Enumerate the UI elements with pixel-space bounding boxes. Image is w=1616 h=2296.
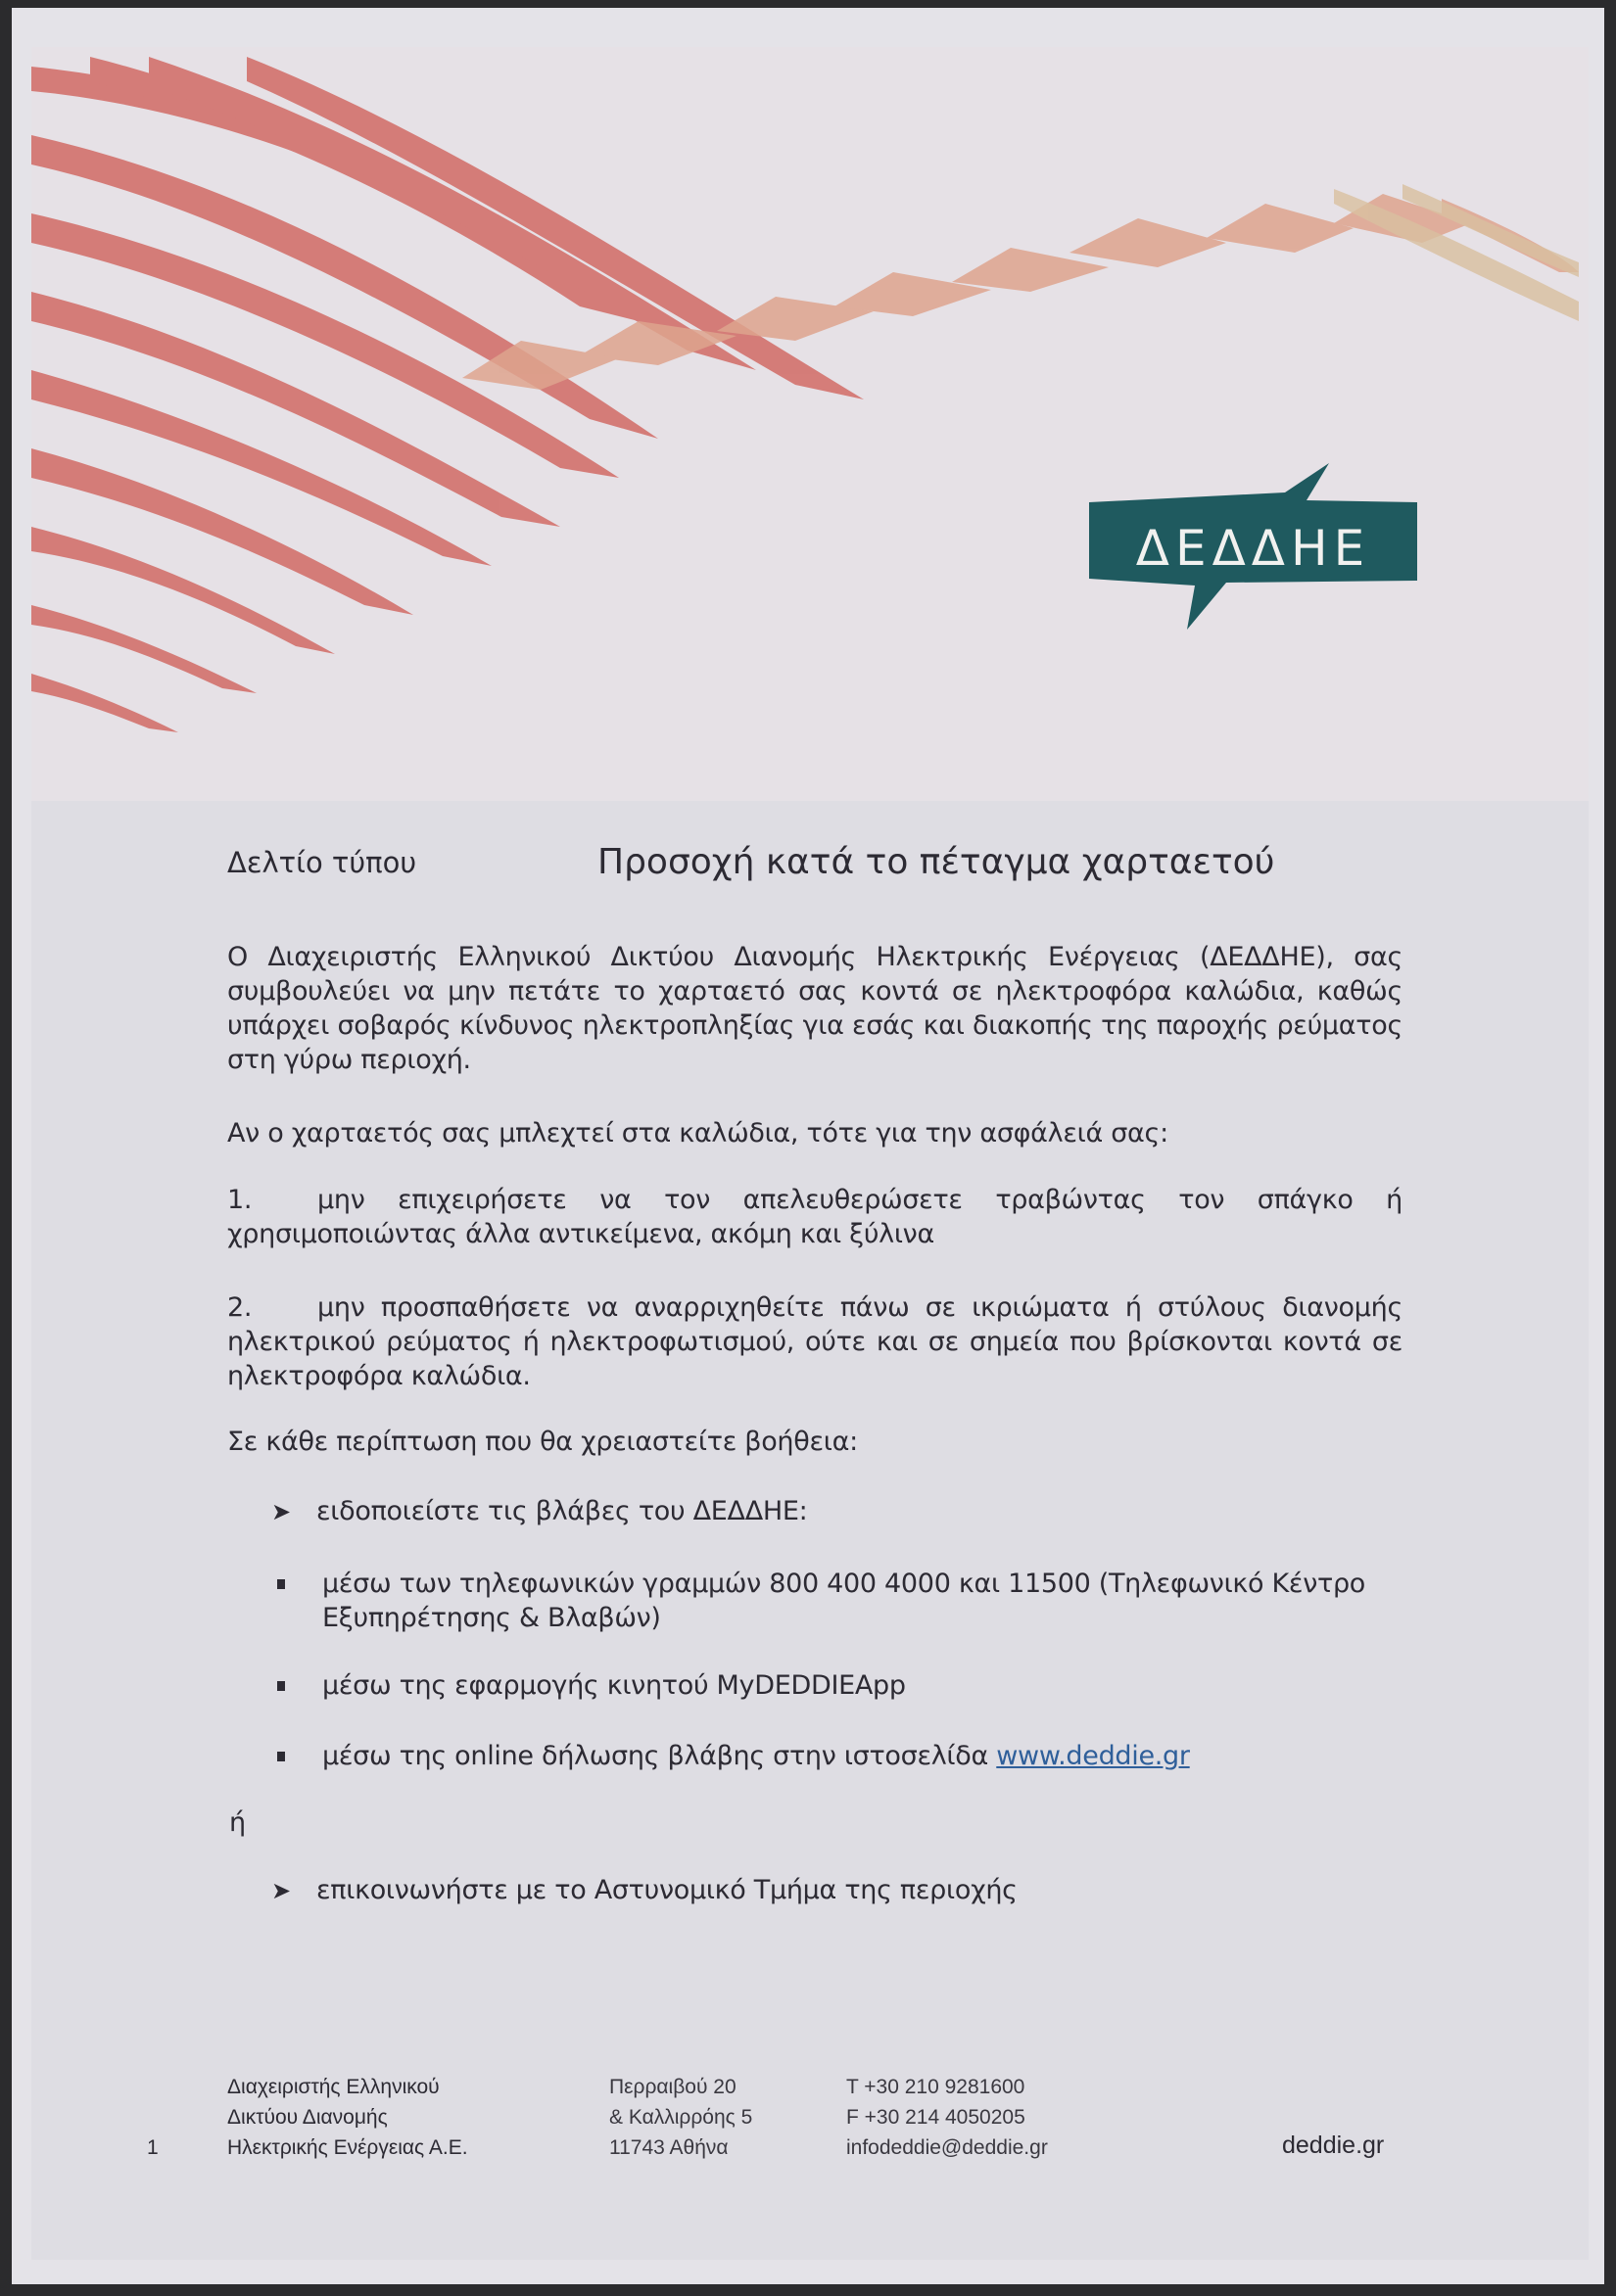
numbered-item-2 xyxy=(227,1290,1402,1393)
square-bullet-icon xyxy=(277,1752,285,1761)
intro-paragraph: Ο Διαχειριστής Ελληνικού Δικτύου Διανομής Ηλεκτρικής Ενέργειας (ΔΕΔΔΗΕ), σας συμβουλεύει να μην πετάτε το χαρταετό σας κοντά σε ηλεκτροφόρα καλώδια, καθώς υπάρχει σοβαρός κίνδυνος ηλεκτροπληξίας για εσάς και διακοπής της παροχής ρεύματος στη γύρω περιοχή. xyxy=(227,942,1402,1075)
website-link[interactable]: www.deddie.gr xyxy=(996,1741,1190,1771)
arrow-item-text: ειδοποιείστε τις βλάβες του ΔΕΔΔΗΕ: xyxy=(316,1496,808,1526)
company-line: Διαχειριστής Ελληνικού xyxy=(227,2076,440,2098)
numbered-item-1 xyxy=(227,1183,1402,1251)
email-link[interactable]: infodeddie@deddie.gr xyxy=(846,2136,1048,2159)
footer-website[interactable]: deddie.gr xyxy=(1282,2132,1385,2159)
sub-item-phone xyxy=(271,1567,1407,1635)
address-line: & Καλλιρρόης 5 xyxy=(609,2106,753,2129)
help-paragraph: Σε κάθε περίπτωση που θα χρειαστείτε βοήθεια: xyxy=(227,1427,858,1457)
address-line: Περραιβού 20 xyxy=(609,2076,737,2098)
footer-company xyxy=(227,2072,468,2163)
arrow-item-notify xyxy=(271,1494,807,1529)
phone-line: T +30 210 9281600 xyxy=(846,2076,1025,2098)
fax-line: F +30 214 4050205 xyxy=(846,2106,1025,2129)
wave-stripes-graphic xyxy=(31,47,1589,801)
arrow-bullet-icon: ➤ xyxy=(271,1498,291,1525)
document-type-label: Δελτίο τύπου xyxy=(227,846,417,879)
document-page xyxy=(12,8,1604,2284)
arrow-bullet-icon: ➤ xyxy=(271,1877,291,1904)
item-number: 1. xyxy=(227,1185,253,1215)
company-line: Δικτύου Διανομής xyxy=(227,2106,388,2129)
footer-contact xyxy=(846,2072,1048,2163)
sub-item-online xyxy=(271,1739,1407,1773)
decorative-header-pattern xyxy=(31,47,1589,801)
deddie-logo xyxy=(1089,463,1417,630)
square-bullet-icon xyxy=(277,1579,285,1589)
sub-item-text: μέσω των τηλεφωνικών γραμμών 800 400 4000 και 11500 (Τηλεφωνικό Κέντρο Εξυπηρέτησης & Βλαβών) xyxy=(322,1569,1366,1633)
item-text: μην επιχειρήσετε να τον απελευθερώσετε τραβώντας τον σπάγκο ή χρησιμοποιώντας άλλα αντικείμενα, ακόμη και ξύλινα xyxy=(227,1185,1402,1249)
sub-item-text: μέσω της εφαρμογής κινητού MyDEDDIEApp xyxy=(322,1670,906,1701)
item-number: 2. xyxy=(227,1292,253,1323)
address-line: 11743 Αθήνα xyxy=(609,2136,729,2159)
page-title: Προσοχή κατά το πέταγμα χαρταετού xyxy=(597,842,1275,882)
sub-item-text-wrap xyxy=(322,1739,1407,1773)
sub-item-text: μέσω της online δήλωσης βλάβης στην ιστοσελίδα xyxy=(322,1741,997,1771)
condition-paragraph: Αν ο χαρταετός σας μπλεχτεί στα καλώδια, τότε για την ασφάλειά σας: xyxy=(227,1118,1168,1148)
page-number: 1 xyxy=(147,2136,159,2159)
square-bullet-icon xyxy=(277,1681,285,1691)
or-separator: ή xyxy=(229,1807,247,1838)
logo-text: ΔΕΔΔΗΕ xyxy=(1135,520,1371,577)
company-line: Ηλεκτρικής Ενέργειας Α.Ε. xyxy=(227,2136,468,2159)
footer-address xyxy=(609,2072,752,2163)
item-text: μην προσπαθήσετε να αναρριχηθείτε πάνω σε ικριώματα ή στύλους διανομής ηλεκτρικού ρεύματος ή ηλεκτροφωτισμού, ούτε και σε σημεία που βρίσκονται κοντά σε ηλεκτροφόρα καλώδια. xyxy=(227,1292,1402,1391)
arrow-item-police xyxy=(271,1873,1018,1908)
sub-item-app xyxy=(271,1668,1407,1703)
arrow-item-text: επικοινωνήστε με το Αστυνομικό Τμήμα της περιοχής xyxy=(316,1875,1018,1905)
